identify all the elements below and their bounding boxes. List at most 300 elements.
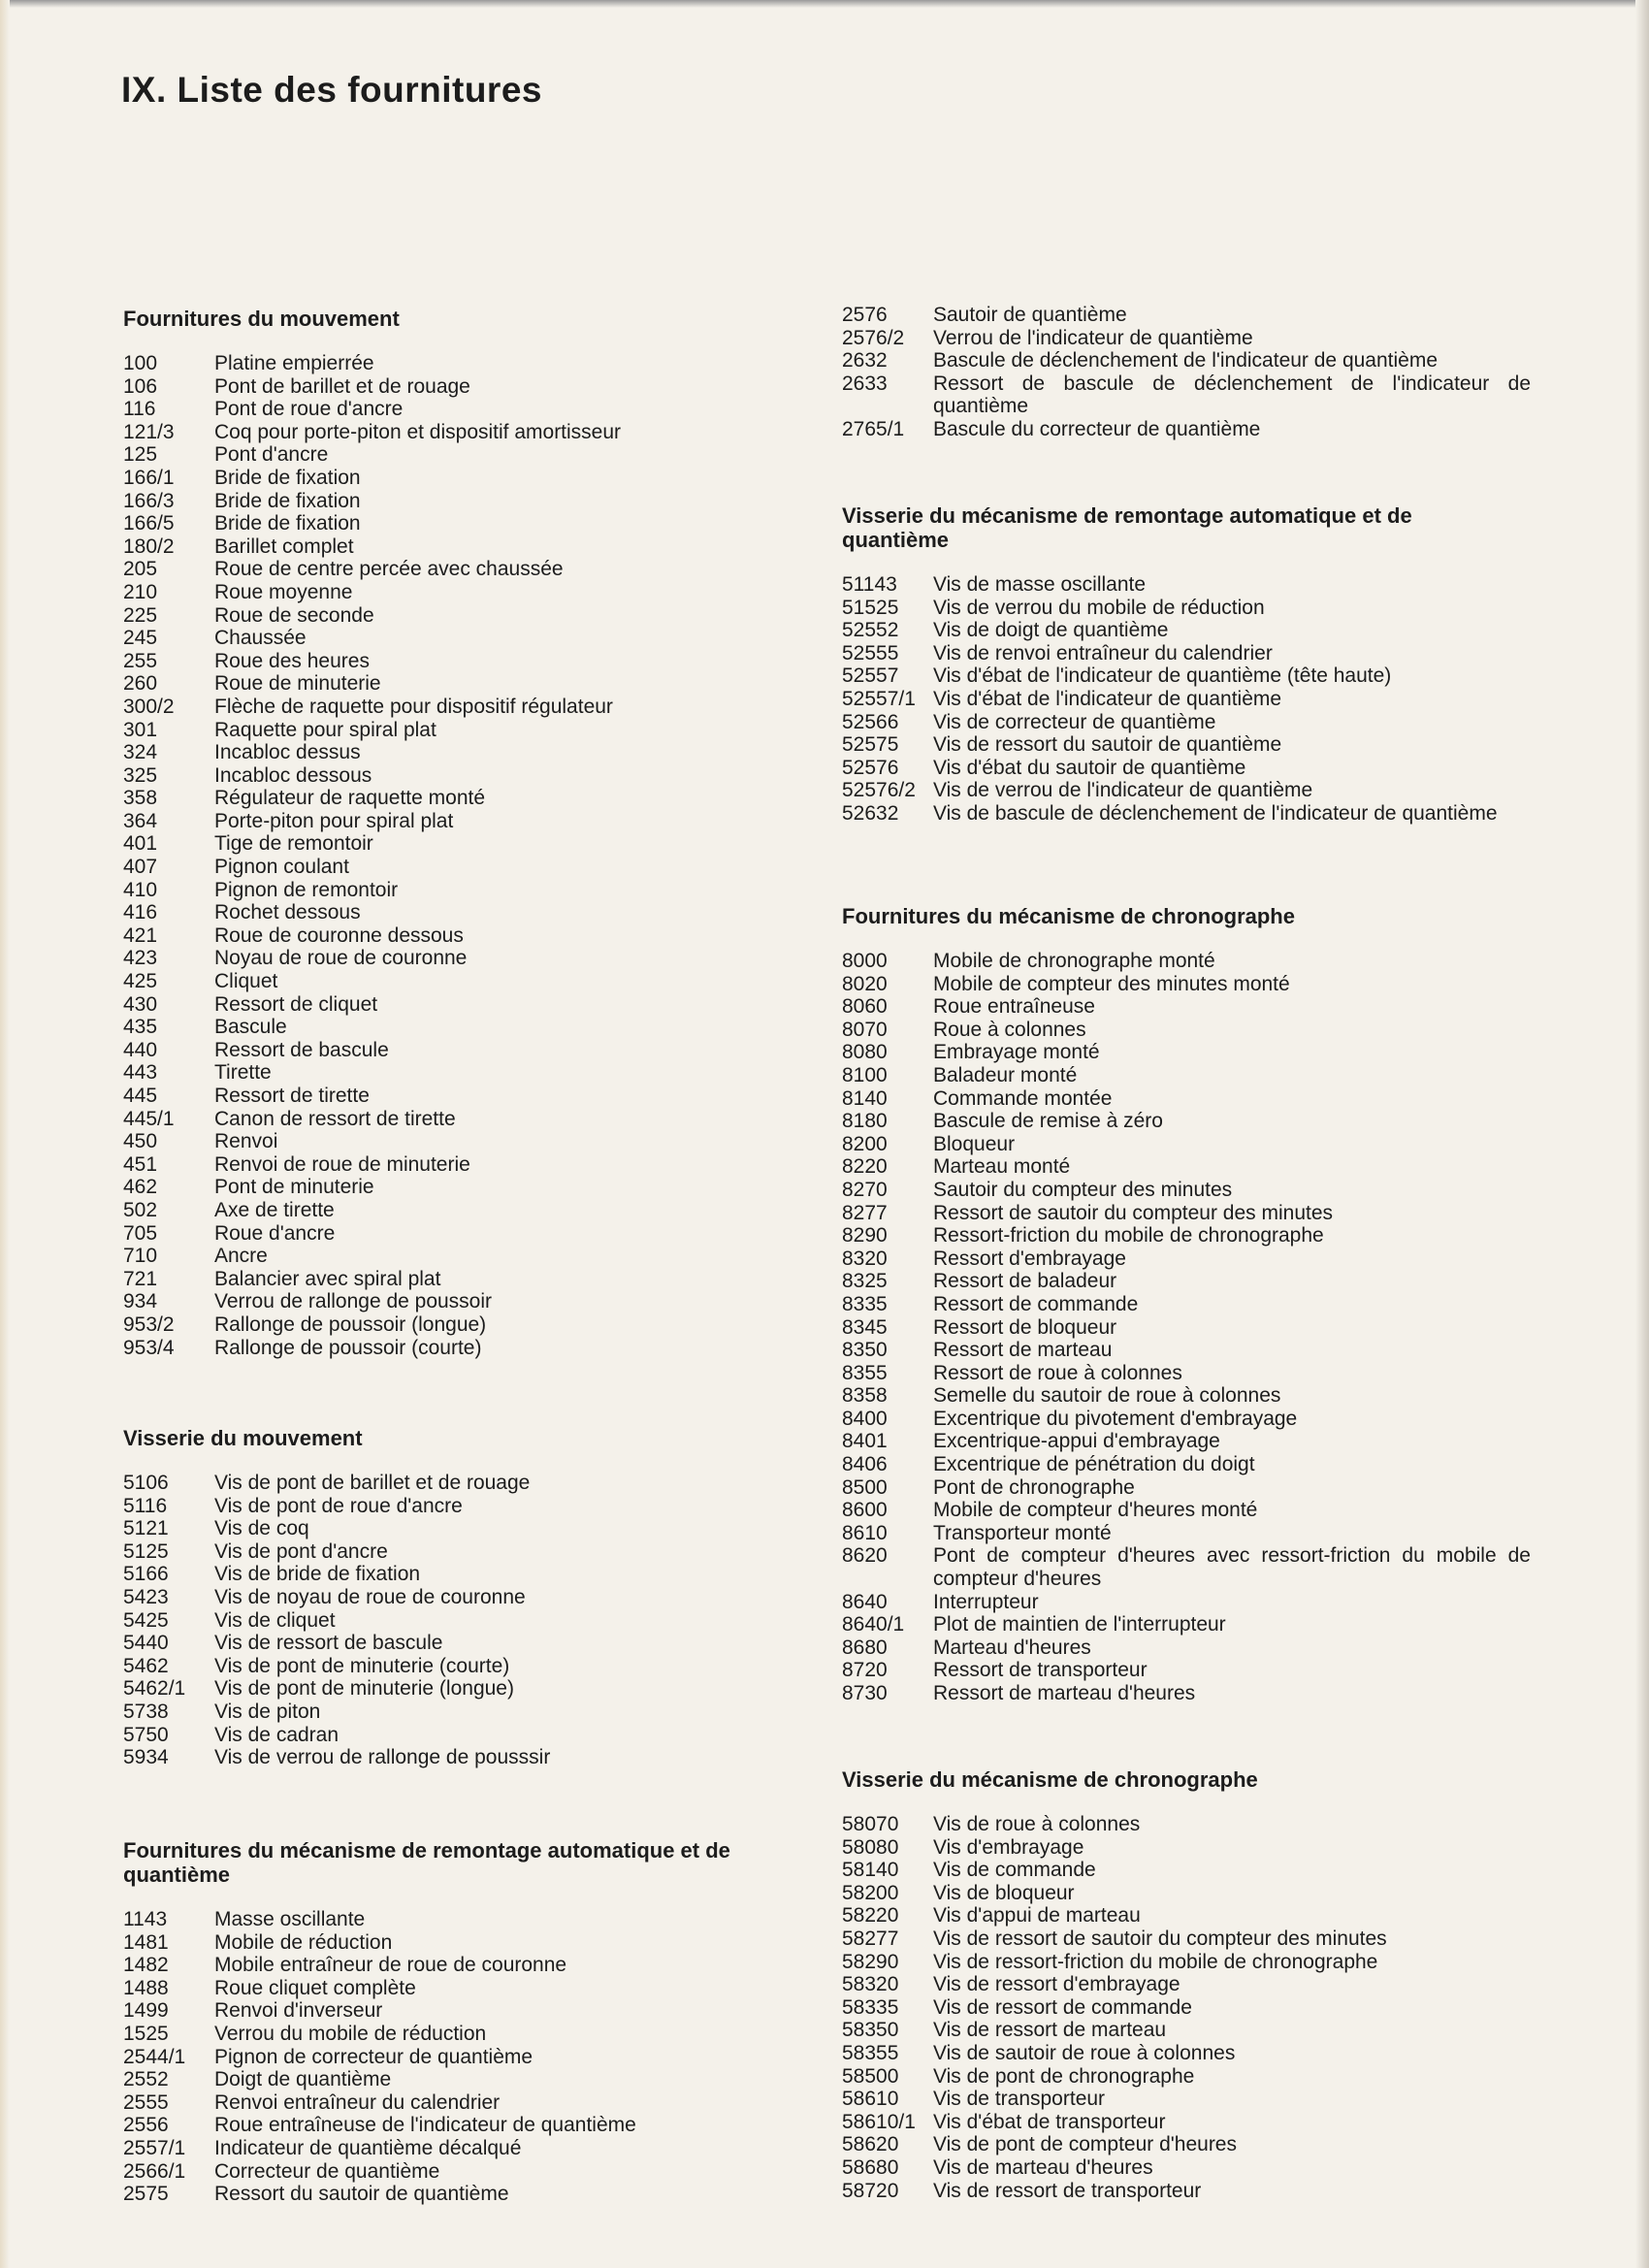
list-item xyxy=(842,1613,1531,1636)
part-description: Vis d'ébat de l'indicateur de quantième (tête haute) xyxy=(933,664,1392,688)
part-description: Raquette pour spiral plat xyxy=(214,718,436,741)
list-item xyxy=(123,787,822,810)
list-item xyxy=(842,1133,1531,1156)
list-item xyxy=(842,1019,1531,1042)
part-number: 8277 xyxy=(842,1201,888,1224)
list-item xyxy=(123,879,822,902)
part-number: 358 xyxy=(123,787,158,810)
list-item xyxy=(123,672,822,696)
part-number: 502 xyxy=(123,1198,158,1221)
part-number: 116 xyxy=(123,398,156,421)
part-number: 52576/2 xyxy=(842,779,916,802)
section-heading: Visserie du mécanisme de chronographe xyxy=(842,1767,1258,1792)
list-item xyxy=(123,1176,822,1199)
list-item xyxy=(842,1384,1531,1408)
part-number: 2576 xyxy=(842,304,888,326)
part-description: Pignon de correcteur de quantième xyxy=(214,2045,534,2068)
part-description: Ressort de baladeur xyxy=(933,1270,1117,1293)
list-item xyxy=(123,1472,822,1495)
section-visserie-mouvement xyxy=(123,1426,822,1769)
part-description: Mobile de chronographe monté xyxy=(933,950,1215,972)
part-number: 5750 xyxy=(123,1723,169,1746)
part-description: Vis de bloqueur xyxy=(933,1881,1075,1904)
part-number: 51525 xyxy=(842,596,899,619)
list-item xyxy=(123,924,822,948)
list-item xyxy=(842,1064,1531,1087)
part-number: 5121 xyxy=(123,1517,169,1540)
part-description: Pont d'ancre xyxy=(214,443,329,467)
part-number: 5425 xyxy=(123,1608,169,1632)
part-description: Marteau monté xyxy=(933,1155,1071,1179)
list-item xyxy=(123,696,822,719)
part-description: Vis de noyau de roue de couronne xyxy=(214,1585,526,1608)
part-description: Commande montée xyxy=(933,1086,1113,1110)
page-left-edge xyxy=(0,0,10,2268)
part-number: 300/2 xyxy=(123,695,175,718)
part-number: 440 xyxy=(123,1038,158,1061)
part-description: Mobile de réduction xyxy=(214,1930,393,1954)
part-number: 8320 xyxy=(842,1247,888,1270)
list-item xyxy=(842,373,1531,418)
part-description: Vis de pont de minuterie (courte) xyxy=(214,1654,510,1677)
part-number: 1499 xyxy=(123,1999,169,2023)
part-description: Renvoi de roue de minuterie xyxy=(214,1152,470,1176)
list-item xyxy=(842,995,1531,1019)
part-description: Axe de tirette xyxy=(214,1198,335,1221)
part-description: Ressort de bascule xyxy=(214,1038,389,1061)
part-number: 180/2 xyxy=(123,535,175,558)
list-item xyxy=(842,1996,1531,2020)
list-item xyxy=(842,1882,1531,1905)
section-heading: Visserie du mécanisme de remontage automatique et de quantième xyxy=(842,503,1412,552)
part-description: Vis de verrou du mobile de réduction xyxy=(933,596,1265,619)
part-description: Ressort de cliquet xyxy=(214,992,378,1016)
part-description: Bascule xyxy=(214,1016,287,1039)
part-description: Ressort de sautoir du compteur des minutes xyxy=(933,1201,1334,1224)
list-item xyxy=(842,573,1531,597)
section-visserie-remontage xyxy=(842,503,1531,826)
list-item xyxy=(842,1362,1531,1385)
part-description: Ressort de commande xyxy=(933,1292,1139,1315)
part-number: 5116 xyxy=(123,1494,168,1517)
list-item xyxy=(123,1016,822,1039)
part-number: 421 xyxy=(123,923,158,947)
part-number: 8270 xyxy=(842,1178,888,1201)
list-item xyxy=(842,418,1531,441)
part-number: 443 xyxy=(123,1061,158,1085)
list-item xyxy=(123,1655,822,1678)
part-description: Vis de piton xyxy=(214,1700,321,1723)
part-number: 2576/2 xyxy=(842,326,905,349)
part-description: Vis de sautoir de roue à colonnes xyxy=(933,2041,1236,2064)
part-number: 58070 xyxy=(842,1813,899,1835)
part-number: 8290 xyxy=(842,1224,888,1247)
part-description: Régulateur de raquette monté xyxy=(214,787,486,810)
list-item xyxy=(123,1701,822,1724)
list-item xyxy=(123,1039,822,1062)
part-description: Ressort du sautoir de quantième xyxy=(214,2183,509,2206)
part-description: Transporteur monté xyxy=(933,1521,1112,1544)
part-description: Pignon de remontoir xyxy=(214,878,399,901)
part-description: Plot de maintien de l'interrupteur xyxy=(933,1613,1226,1636)
part-number: 430 xyxy=(123,992,158,1016)
part-number: 364 xyxy=(123,809,158,832)
part-number: 52557 xyxy=(842,664,899,688)
list-item xyxy=(842,1270,1531,1293)
part-description: Ressort-friction du mobile de chronographe xyxy=(933,1224,1324,1247)
part-number: 5462 xyxy=(123,1654,169,1677)
list-item xyxy=(842,757,1531,780)
part-description: Rallonge de poussoir (courte) xyxy=(214,1336,482,1359)
list-item xyxy=(842,2065,1531,2089)
list-item xyxy=(123,947,822,970)
part-number: 8335 xyxy=(842,1292,888,1315)
list-item xyxy=(123,1268,822,1291)
part-description: Barillet complet xyxy=(214,535,354,558)
part-description: Roue entraîneuse xyxy=(933,995,1095,1019)
part-description: Pont de roue d'ancre xyxy=(214,398,404,421)
part-number: 451 xyxy=(123,1152,158,1176)
part-description: Ressort de bascule de déclenchement de l'indicateur de quantième xyxy=(933,372,1531,418)
part-description: Verrou de rallonge de poussoir xyxy=(214,1290,493,1313)
part-number: 8350 xyxy=(842,1339,888,1362)
list-item xyxy=(123,1563,822,1586)
part-number: 52576 xyxy=(842,756,899,779)
part-number: 8600 xyxy=(842,1499,888,1522)
part-description: Vis de bascule de déclenchement de l'indicateur de quantième xyxy=(933,801,1498,825)
part-description: Coq pour porte-piton et dispositif amortisseur xyxy=(214,420,622,443)
part-number: 425 xyxy=(123,970,158,993)
part-number: 58290 xyxy=(842,1950,899,1973)
part-number: 5440 xyxy=(123,1632,169,1655)
part-description: Doigt de quantième xyxy=(214,2068,392,2091)
part-description: Platine empierrée xyxy=(214,352,374,374)
part-description: Indicateur de quantième décalqué xyxy=(214,2136,522,2159)
list-item xyxy=(123,1337,822,1360)
list-item xyxy=(123,1977,802,2000)
part-number: 255 xyxy=(123,649,158,672)
part-description: Vis de pont d'ancre xyxy=(214,1539,388,1563)
list-item xyxy=(842,1951,1531,1974)
part-description: Mobile de compteur d'heures monté xyxy=(933,1499,1258,1522)
part-number: 58350 xyxy=(842,2019,899,2042)
part-number: 445 xyxy=(123,1085,158,1107)
part-number: 245 xyxy=(123,627,158,650)
section-fournitures-chronographe xyxy=(842,904,1531,1705)
part-number: 8060 xyxy=(842,995,888,1019)
list-item xyxy=(123,2137,802,2160)
part-number: 125 xyxy=(123,443,158,467)
list-item xyxy=(123,2160,802,2184)
part-number: 953/4 xyxy=(123,1336,175,1359)
part-description: Vis de commande xyxy=(933,1859,1096,1882)
part-description: Bride de fixation xyxy=(214,512,361,535)
list-item xyxy=(123,627,822,650)
list-item xyxy=(123,1609,822,1633)
part-number: 8000 xyxy=(842,950,888,972)
part-number: 401 xyxy=(123,832,158,856)
part-number: 58320 xyxy=(842,1973,899,1996)
part-description: Ancre xyxy=(214,1245,268,1268)
part-description: Vis de marteau d'heures xyxy=(933,2155,1153,2179)
part-number: 325 xyxy=(123,763,158,787)
part-number: 8070 xyxy=(842,1018,888,1041)
list-item xyxy=(842,2156,1531,2180)
list-item xyxy=(123,467,822,490)
part-description: Porte-piton pour spiral plat xyxy=(214,809,454,832)
part-number: 5423 xyxy=(123,1585,169,1608)
list-item xyxy=(123,2183,802,2206)
list-item xyxy=(123,970,822,993)
part-description: Vis de transporteur xyxy=(933,2088,1106,2111)
part-number: 8400 xyxy=(842,1407,888,1430)
part-description: Bride de fixation xyxy=(214,489,361,512)
part-number: 934 xyxy=(123,1290,158,1313)
list-item xyxy=(123,1061,822,1085)
part-number: 450 xyxy=(123,1130,158,1153)
list-item xyxy=(842,2019,1531,2042)
part-description: Bride de fixation xyxy=(214,466,361,489)
part-number: 52575 xyxy=(842,733,899,757)
part-description: Mobile entraîneur de roue de couronne xyxy=(214,1954,567,1977)
part-description: Ressort de marteau d'heures xyxy=(933,1682,1196,1704)
list-item xyxy=(123,1199,822,1222)
list-item xyxy=(123,1108,822,1131)
part-number: 8406 xyxy=(842,1453,888,1476)
part-description: Incabloc dessus xyxy=(214,741,361,764)
part-description: Pont de chronographe xyxy=(933,1475,1135,1499)
list-item xyxy=(123,1153,822,1177)
section-heading: Fournitures du mécanisme de remontage automatique et de quantième xyxy=(123,1838,730,1887)
part-number: 445/1 xyxy=(123,1107,175,1130)
part-description: Canon de ressort de tirette xyxy=(214,1107,456,1130)
part-description: Vis d'ébat du sautoir de quantième xyxy=(933,756,1246,779)
part-description: Vis de doigt de quantième xyxy=(933,619,1169,642)
part-description: Marteau d'heures xyxy=(933,1636,1091,1659)
part-number: 166/5 xyxy=(123,512,175,535)
part-description: Ressort de tirette xyxy=(214,1085,370,1107)
list-item xyxy=(842,802,1531,826)
part-description: Vis de ressort de bascule xyxy=(214,1632,443,1655)
list-item xyxy=(842,1904,1531,1928)
list-item xyxy=(123,1085,822,1108)
part-description: Vis de cliquet xyxy=(214,1608,336,1632)
part-description: Roue des heures xyxy=(214,649,370,672)
list-item xyxy=(842,619,1531,642)
list-item xyxy=(123,650,822,673)
list-item xyxy=(842,1110,1531,1133)
list-item xyxy=(842,973,1531,996)
part-number: 5934 xyxy=(123,1746,169,1769)
part-description: Verrou du mobile de réduction xyxy=(214,2022,487,2045)
part-number: 8640/1 xyxy=(842,1613,905,1636)
list-item xyxy=(842,1682,1531,1705)
part-description: Rochet dessous xyxy=(214,901,361,924)
list-item xyxy=(123,2046,802,2069)
part-description: Vis de verrou de rallonge de pousssir xyxy=(214,1746,551,1769)
section-fournitures-mouvement xyxy=(123,307,822,1359)
list-item xyxy=(123,1222,822,1246)
part-description: Flèche de raquette pour dispositif régulateur xyxy=(214,695,613,718)
list-item xyxy=(123,421,822,444)
part-description: Vis d'ébat de l'indicateur de quantième xyxy=(933,687,1282,710)
part-number: 52552 xyxy=(842,619,899,642)
part-number: 8620 xyxy=(842,1544,888,1568)
part-number: 8720 xyxy=(842,1659,888,1682)
part-description: Roue de minuterie xyxy=(214,672,381,696)
list-item xyxy=(123,443,822,467)
list-item xyxy=(123,1999,802,2023)
part-number: 58620 xyxy=(842,2133,899,2156)
part-number: 8610 xyxy=(842,1521,888,1544)
part-description: Roue cliquet complète xyxy=(214,1976,416,1999)
part-number: 2556 xyxy=(123,2114,169,2137)
part-description: Renvoi d'inverseur xyxy=(214,1999,383,2023)
part-number: 8500 xyxy=(842,1475,888,1499)
part-description: Tige de remontoir xyxy=(214,832,373,856)
section-heading: Fournitures du mécanisme de chronographe xyxy=(842,904,1295,928)
list-item xyxy=(842,2042,1531,2065)
list-item xyxy=(123,901,822,924)
part-description: Vis d'ébat de transporteur xyxy=(933,2110,1166,2133)
list-item xyxy=(842,664,1531,688)
part-number: 58140 xyxy=(842,1859,899,1882)
part-description: Roue d'ancre xyxy=(214,1221,336,1245)
part-number: 1481 xyxy=(123,1930,169,1954)
list-item xyxy=(123,1130,822,1153)
list-item xyxy=(123,2068,802,2091)
part-number: 2575 xyxy=(123,2183,169,2206)
part-description: Vis de correcteur de quantième xyxy=(933,710,1216,733)
section-heading: Visserie du mouvement xyxy=(123,1426,363,1450)
part-description: Noyau de roue de couronne xyxy=(214,947,468,970)
list-item xyxy=(842,1041,1531,1064)
part-description: Roue de seconde xyxy=(214,603,374,627)
part-number: 1482 xyxy=(123,1954,169,1977)
part-number: 1143 xyxy=(123,1908,168,1930)
part-description: Roue de couronne dessous xyxy=(214,923,464,947)
part-number: 8020 xyxy=(842,972,888,995)
part-number: 301 xyxy=(123,718,158,741)
page-top-edge xyxy=(0,0,1649,8)
part-number: 225 xyxy=(123,603,158,627)
list-item xyxy=(842,733,1531,757)
part-number: 2555 xyxy=(123,2090,169,2114)
list-item xyxy=(123,581,822,604)
list-item xyxy=(842,1179,1531,1202)
list-item xyxy=(123,764,822,788)
part-description: Renvoi xyxy=(214,1130,278,1153)
list-item xyxy=(123,1495,822,1518)
part-number: 58610/1 xyxy=(842,2110,916,2133)
part-description: Cliquet xyxy=(214,970,278,993)
list-item xyxy=(842,1202,1531,1225)
list-item xyxy=(123,2114,802,2137)
part-description: Vis de pont de compteur d'heures xyxy=(933,2133,1237,2156)
part-description: Vis de ressort-friction du mobile de chronographe xyxy=(933,1950,1378,1973)
part-description: Vis de bride de fixation xyxy=(214,1563,421,1586)
list-item xyxy=(123,810,822,833)
part-number: 8730 xyxy=(842,1682,888,1704)
part-description: Ressort d'embrayage xyxy=(933,1247,1126,1270)
list-item xyxy=(123,1632,822,1655)
part-description: Bascule de déclenchement de l'indicateur de quantième xyxy=(933,349,1439,373)
part-number: 416 xyxy=(123,901,158,924)
part-number: 8355 xyxy=(842,1361,888,1384)
list-item xyxy=(842,1591,1531,1614)
list-item xyxy=(123,1931,802,1955)
part-description: Baladeur monté xyxy=(933,1063,1078,1086)
part-description: Bascule de remise à zéro xyxy=(933,1110,1163,1133)
part-number: 8080 xyxy=(842,1041,888,1064)
part-number: 51143 xyxy=(842,573,897,596)
part-description: Ressort de bloqueur xyxy=(933,1315,1117,1339)
part-number: 121/3 xyxy=(123,420,175,443)
part-number: 166/1 xyxy=(123,466,175,489)
part-number: 8200 xyxy=(842,1132,888,1155)
part-number: 407 xyxy=(123,856,158,879)
list-item xyxy=(123,535,822,559)
list-item xyxy=(842,2111,1531,2134)
list-item xyxy=(123,604,822,628)
list-item xyxy=(842,688,1531,711)
part-number: 462 xyxy=(123,1176,158,1199)
part-description: Vis de cadran xyxy=(214,1723,340,1746)
part-description: Vis de renvoi entraîneur du calendrier xyxy=(933,641,1273,664)
part-number: 8100 xyxy=(842,1063,888,1086)
part-description: Vis de pont de barillet et de rouage xyxy=(214,1472,531,1494)
part-description: Incabloc dessous xyxy=(214,763,372,787)
list-item xyxy=(842,711,1531,734)
part-description: Vis de pont de roue d'ancre xyxy=(214,1494,463,1517)
part-number: 1525 xyxy=(123,2022,169,2045)
list-item xyxy=(123,1313,822,1337)
part-description: Embrayage monté xyxy=(933,1041,1100,1064)
list-item xyxy=(842,1659,1531,1682)
part-description: Vis de verrou de l'indicateur de quantième xyxy=(933,779,1313,802)
part-description: Vis de ressort de sautoir du compteur des minutes xyxy=(933,1927,1387,1950)
section-visserie-chronographe xyxy=(842,1767,1531,2202)
part-number: 5106 xyxy=(123,1472,169,1494)
part-number: 52555 xyxy=(842,641,899,664)
list-item xyxy=(123,398,822,421)
part-number: 106 xyxy=(123,374,158,398)
list-item xyxy=(123,2023,802,2046)
list-item xyxy=(123,741,822,764)
part-number: 52632 xyxy=(842,801,899,825)
list-item xyxy=(842,2133,1531,2156)
part-description: Excentrique du pivotement d'embrayage xyxy=(933,1407,1298,1430)
part-description: Vis de roue à colonnes xyxy=(933,1813,1141,1835)
part-description: Verrou de l'indicateur de quantième xyxy=(933,326,1253,349)
list-item xyxy=(842,1973,1531,1996)
part-number: 58220 xyxy=(842,1904,899,1928)
list-item xyxy=(842,1636,1531,1660)
list-item xyxy=(842,1087,1531,1111)
list-item xyxy=(842,642,1531,665)
part-description: Mobile de compteur des minutes monté xyxy=(933,972,1290,995)
section-fournitures-remontage xyxy=(123,1838,802,2206)
part-number: 52557/1 xyxy=(842,687,916,710)
list-item xyxy=(123,558,822,581)
list-item xyxy=(842,1453,1531,1476)
part-description: Pignon coulant xyxy=(214,856,349,879)
part-description: Ressort de marteau xyxy=(933,1339,1113,1362)
part-description: Excentrique-appui d'embrayage xyxy=(933,1430,1220,1453)
part-description: Interrupteur xyxy=(933,1590,1039,1613)
list-item xyxy=(123,1290,822,1313)
part-description: Ressort de transporteur xyxy=(933,1659,1148,1682)
